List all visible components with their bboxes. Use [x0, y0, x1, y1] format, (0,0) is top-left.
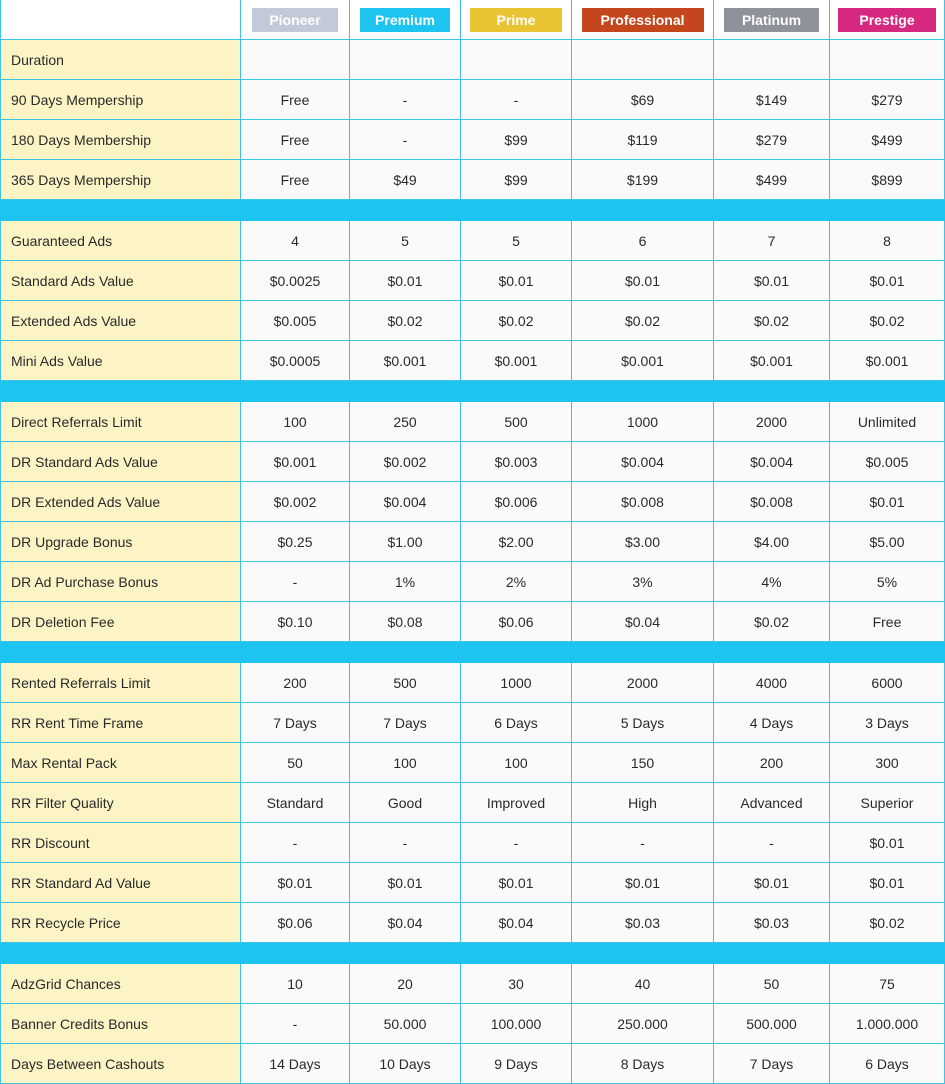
- value-cell-platinum: 2000: [714, 402, 830, 442]
- value-cell-prime: [461, 40, 572, 80]
- table-row: [0, 602, 945, 642]
- value-cell-pioneer: 7 Days: [241, 703, 350, 743]
- row-label: 90 Days Mempership: [0, 80, 241, 120]
- plan-badge-prestige: Prestige: [838, 8, 936, 32]
- value-cell-prime: $99: [461, 120, 572, 160]
- value-cell-prestige: $0.01: [830, 482, 945, 522]
- table-row: [0, 562, 945, 602]
- value-cell-prime: $0.003: [461, 442, 572, 482]
- value-cell-prime: $2.00: [461, 522, 572, 562]
- plan-header-prestige: [830, 0, 945, 40]
- value-cell-prime: $99: [461, 160, 572, 200]
- plan-badge-professional: Professional: [582, 8, 704, 32]
- value-cell-premium: $0.02: [350, 301, 461, 341]
- table-row: [0, 1004, 945, 1044]
- plan-badge-pioneer: Pioneer: [252, 8, 338, 32]
- value-cell-platinum: $0.004: [714, 442, 830, 482]
- row-label: Duration: [0, 40, 241, 80]
- value-cell-professional: $69: [572, 80, 714, 120]
- value-cell-pioneer: $0.10: [241, 602, 350, 642]
- value-cell-pioneer: 200: [241, 663, 350, 703]
- value-cell-prestige: $499: [830, 120, 945, 160]
- value-cell-prestige: $0.01: [830, 823, 945, 863]
- table-row: [0, 482, 945, 522]
- value-cell-prestige: $0.001: [830, 341, 945, 381]
- value-cell-professional: 6: [572, 221, 714, 261]
- value-cell-prime: Improved: [461, 783, 572, 823]
- value-cell-premium: [350, 40, 461, 80]
- value-cell-professional: $0.04: [572, 602, 714, 642]
- value-cell-professional: [572, 40, 714, 80]
- value-cell-premium: $1.00: [350, 522, 461, 562]
- value-cell-pioneer: Free: [241, 80, 350, 120]
- value-cell-platinum: 4000: [714, 663, 830, 703]
- value-cell-professional: 250.000: [572, 1004, 714, 1044]
- value-cell-professional: -: [572, 823, 714, 863]
- value-cell-prestige: Unlimited: [830, 402, 945, 442]
- value-cell-premium: 500: [350, 663, 461, 703]
- value-cell-platinum: $499: [714, 160, 830, 200]
- value-cell-pioneer: [241, 40, 350, 80]
- row-label: Max Rental Pack: [0, 743, 241, 783]
- value-cell-prime: 100: [461, 743, 572, 783]
- value-cell-premium: 5: [350, 221, 461, 261]
- value-cell-prestige: $0.02: [830, 301, 945, 341]
- table-row: [0, 783, 945, 823]
- value-cell-pioneer: Standard: [241, 783, 350, 823]
- plan-header-premium: [350, 0, 461, 40]
- value-cell-professional: High: [572, 783, 714, 823]
- row-label: DR Extended Ads Value: [0, 482, 241, 522]
- plan-header-row: [0, 0, 945, 40]
- value-cell-prestige: 300: [830, 743, 945, 783]
- value-cell-pioneer: Free: [241, 160, 350, 200]
- row-label: 180 Days Membership: [0, 120, 241, 160]
- value-cell-prime: 30: [461, 964, 572, 1004]
- value-cell-premium: $0.004: [350, 482, 461, 522]
- row-label: RR Rent Time Frame: [0, 703, 241, 743]
- value-cell-premium: $0.01: [350, 261, 461, 301]
- table-row: [0, 903, 945, 943]
- value-cell-professional: 2000: [572, 663, 714, 703]
- value-cell-premium: $0.01: [350, 863, 461, 903]
- plan-header-professional: [572, 0, 714, 40]
- value-cell-professional: $0.008: [572, 482, 714, 522]
- value-cell-platinum: $4.00: [714, 522, 830, 562]
- value-cell-pioneer: 4: [241, 221, 350, 261]
- value-cell-prime: $0.02: [461, 301, 572, 341]
- value-cell-premium: 50.000: [350, 1004, 461, 1044]
- table-row: [0, 341, 945, 381]
- row-label: DR Standard Ads Value: [0, 442, 241, 482]
- value-cell-prime: $0.01: [461, 261, 572, 301]
- value-cell-premium: 20: [350, 964, 461, 1004]
- value-cell-prime: 6 Days: [461, 703, 572, 743]
- value-cell-prestige: [830, 40, 945, 80]
- value-cell-professional: $3.00: [572, 522, 714, 562]
- value-cell-prestige: 8: [830, 221, 945, 261]
- value-cell-prime: $0.01: [461, 863, 572, 903]
- table-row: [0, 743, 945, 783]
- row-label: Guaranteed Ads: [0, 221, 241, 261]
- row-label: Extended Ads Value: [0, 301, 241, 341]
- table-row: [0, 120, 945, 160]
- plan-header-pioneer: [241, 0, 350, 40]
- value-cell-pioneer: -: [241, 823, 350, 863]
- value-cell-prime: -: [461, 823, 572, 863]
- header-corner: [0, 0, 241, 40]
- value-cell-platinum: $279: [714, 120, 830, 160]
- value-cell-premium: $0.08: [350, 602, 461, 642]
- table-row: [0, 863, 945, 903]
- value-cell-pioneer: $0.0025: [241, 261, 350, 301]
- table-row: [0, 442, 945, 482]
- section-divider: [0, 943, 945, 964]
- value-cell-prestige: 6 Days: [830, 1044, 945, 1084]
- table-row: [0, 80, 945, 120]
- value-cell-premium: 250: [350, 402, 461, 442]
- value-cell-premium: 1%: [350, 562, 461, 602]
- section-divider: [0, 642, 945, 663]
- value-cell-prime: $0.001: [461, 341, 572, 381]
- row-label: RR Standard Ad Value: [0, 863, 241, 903]
- value-cell-pioneer: $0.0005: [241, 341, 350, 381]
- value-cell-platinum: Advanced: [714, 783, 830, 823]
- value-cell-premium: -: [350, 80, 461, 120]
- table-row: [0, 522, 945, 562]
- value-cell-prime: 2%: [461, 562, 572, 602]
- row-label: Rented Referrals Limit: [0, 663, 241, 703]
- value-cell-platinum: 4 Days: [714, 703, 830, 743]
- value-cell-premium: $0.002: [350, 442, 461, 482]
- value-cell-premium: 100: [350, 743, 461, 783]
- value-cell-prestige: Superior: [830, 783, 945, 823]
- value-cell-prime: 100.000: [461, 1004, 572, 1044]
- value-cell-professional: 8 Days: [572, 1044, 714, 1084]
- value-cell-prime: 500: [461, 402, 572, 442]
- value-cell-prestige: $0.02: [830, 903, 945, 943]
- value-cell-pioneer: 14 Days: [241, 1044, 350, 1084]
- value-cell-pioneer: Free: [241, 120, 350, 160]
- plan-header-prime: [461, 0, 572, 40]
- value-cell-prestige: 6000: [830, 663, 945, 703]
- value-cell-platinum: 200: [714, 743, 830, 783]
- value-cell-pioneer: 100: [241, 402, 350, 442]
- value-cell-prime: 5: [461, 221, 572, 261]
- value-cell-premium: Good: [350, 783, 461, 823]
- value-cell-platinum: $0.01: [714, 863, 830, 903]
- value-cell-prestige: $0.005: [830, 442, 945, 482]
- value-cell-pioneer: $0.005: [241, 301, 350, 341]
- row-label: Standard Ads Value: [0, 261, 241, 301]
- value-cell-prestige: $0.01: [830, 863, 945, 903]
- table-row: [0, 40, 945, 80]
- value-cell-prestige: $5.00: [830, 522, 945, 562]
- section-divider: [0, 200, 945, 221]
- value-cell-platinum: [714, 40, 830, 80]
- row-label: DR Upgrade Bonus: [0, 522, 241, 562]
- value-cell-platinum: $0.03: [714, 903, 830, 943]
- value-cell-professional: 3%: [572, 562, 714, 602]
- value-cell-prestige: 1.000.000: [830, 1004, 945, 1044]
- value-cell-platinum: 4%: [714, 562, 830, 602]
- row-label: RR Filter Quality: [0, 783, 241, 823]
- value-cell-prime: $0.04: [461, 903, 572, 943]
- value-cell-pioneer: -: [241, 1004, 350, 1044]
- value-cell-platinum: $0.001: [714, 341, 830, 381]
- value-cell-pioneer: $0.01: [241, 863, 350, 903]
- value-cell-prime: 9 Days: [461, 1044, 572, 1084]
- value-cell-pioneer: $0.002: [241, 482, 350, 522]
- row-label: DR Ad Purchase Bonus: [0, 562, 241, 602]
- table-row: [0, 221, 945, 261]
- row-label: DR Deletion Fee: [0, 602, 241, 642]
- value-cell-premium: 7 Days: [350, 703, 461, 743]
- value-cell-professional: 1000: [572, 402, 714, 442]
- value-cell-professional: 40: [572, 964, 714, 1004]
- row-label: AdzGrid Chances: [0, 964, 241, 1004]
- table-row: [0, 964, 945, 1004]
- row-label: RR Discount: [0, 823, 241, 863]
- value-cell-prime: 1000: [461, 663, 572, 703]
- value-cell-platinum: 50: [714, 964, 830, 1004]
- table-row: [0, 261, 945, 301]
- value-cell-prestige: 75: [830, 964, 945, 1004]
- value-cell-prestige: $899: [830, 160, 945, 200]
- value-cell-prestige: $279: [830, 80, 945, 120]
- value-cell-platinum: 500.000: [714, 1004, 830, 1044]
- value-cell-prestige: 5%: [830, 562, 945, 602]
- value-cell-premium: -: [350, 120, 461, 160]
- value-cell-professional: $0.004: [572, 442, 714, 482]
- value-cell-platinum: $149: [714, 80, 830, 120]
- value-cell-prime: -: [461, 80, 572, 120]
- value-cell-professional: $119: [572, 120, 714, 160]
- value-cell-professional: $0.001: [572, 341, 714, 381]
- table-row: [0, 703, 945, 743]
- value-cell-pioneer: $0.001: [241, 442, 350, 482]
- row-label: 365 Days Mempership: [0, 160, 241, 200]
- table-row: [0, 663, 945, 703]
- value-cell-professional: $199: [572, 160, 714, 200]
- table-row: [0, 1044, 945, 1084]
- table-row: [0, 402, 945, 442]
- plan-badge-prime: Prime: [470, 8, 562, 32]
- value-cell-pioneer: $0.25: [241, 522, 350, 562]
- table-row: [0, 301, 945, 341]
- value-cell-premium: -: [350, 823, 461, 863]
- value-cell-platinum: $0.02: [714, 602, 830, 642]
- value-cell-premium: $49: [350, 160, 461, 200]
- value-cell-pioneer: $0.06: [241, 903, 350, 943]
- value-cell-platinum: 7: [714, 221, 830, 261]
- section-divider: [0, 381, 945, 402]
- value-cell-platinum: $0.02: [714, 301, 830, 341]
- value-cell-platinum: -: [714, 823, 830, 863]
- value-cell-platinum: $0.008: [714, 482, 830, 522]
- plan-header-platinum: [714, 0, 830, 40]
- value-cell-prestige: 3 Days: [830, 703, 945, 743]
- value-cell-professional: $0.01: [572, 863, 714, 903]
- plan-badge-premium: Premium: [360, 8, 450, 32]
- value-cell-pioneer: -: [241, 562, 350, 602]
- value-cell-pioneer: 50: [241, 743, 350, 783]
- row-label: Direct Referrals Limit: [0, 402, 241, 442]
- table-row: [0, 160, 945, 200]
- value-cell-platinum: $0.01: [714, 261, 830, 301]
- value-cell-professional: $0.03: [572, 903, 714, 943]
- value-cell-premium: $0.001: [350, 341, 461, 381]
- value-cell-professional: $0.01: [572, 261, 714, 301]
- value-cell-premium: $0.04: [350, 903, 461, 943]
- value-cell-platinum: 7 Days: [714, 1044, 830, 1084]
- value-cell-premium: 10 Days: [350, 1044, 461, 1084]
- value-cell-professional: 5 Days: [572, 703, 714, 743]
- row-label: RR Recycle Price: [0, 903, 241, 943]
- row-label: Days Between Cashouts: [0, 1044, 241, 1084]
- value-cell-pioneer: 10: [241, 964, 350, 1004]
- value-cell-prime: $0.006: [461, 482, 572, 522]
- value-cell-prestige: $0.01: [830, 261, 945, 301]
- value-cell-professional: $0.02: [572, 301, 714, 341]
- value-cell-professional: 150: [572, 743, 714, 783]
- value-cell-prestige: Free: [830, 602, 945, 642]
- row-label: Banner Credits Bonus: [0, 1004, 241, 1044]
- value-cell-prime: $0.06: [461, 602, 572, 642]
- row-label: Mini Ads Value: [0, 341, 241, 381]
- table-row: [0, 823, 945, 863]
- plan-badge-platinum: Platinum: [724, 8, 819, 32]
